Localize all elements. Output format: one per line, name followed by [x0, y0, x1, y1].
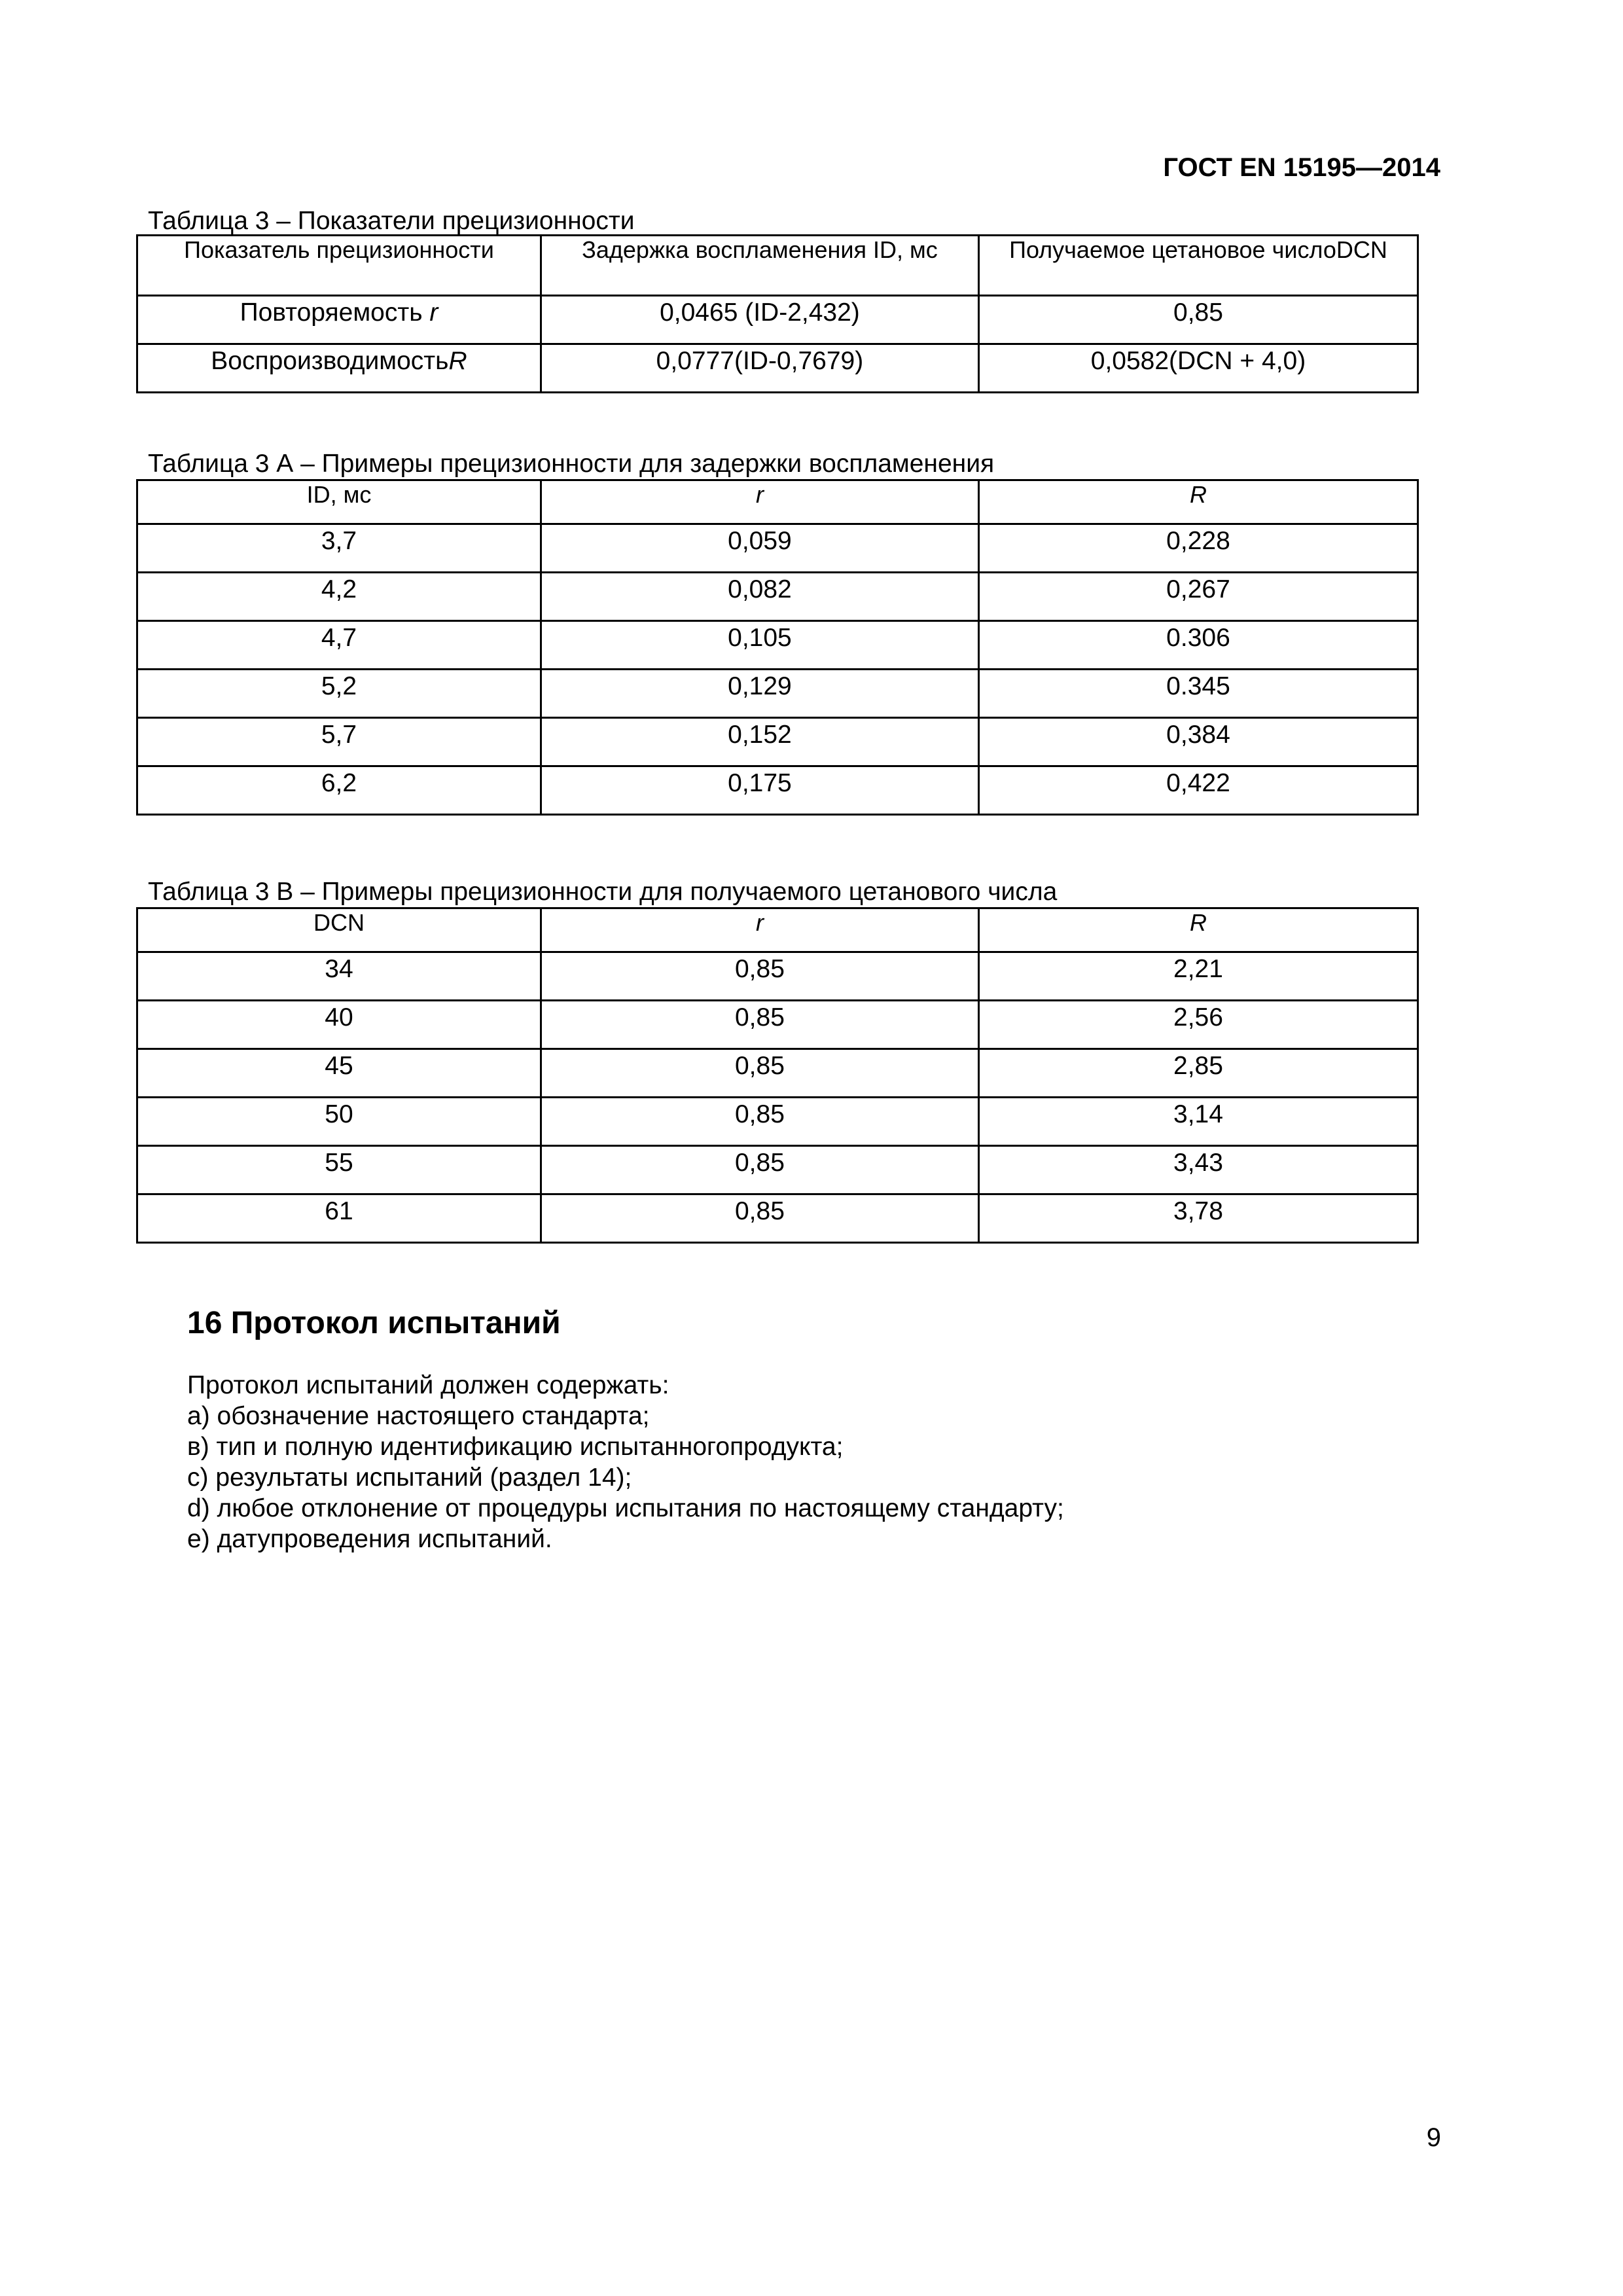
table-row [137, 718, 1418, 766]
table-cell: 3,7 [137, 524, 541, 573]
table-cell: 3,78 [978, 1194, 1418, 1243]
table-row [137, 1049, 1418, 1098]
table-row [137, 1098, 1418, 1146]
table-cell: 4,7 [137, 621, 541, 670]
table-cell: 0,422 [978, 766, 1418, 815]
table-cell: 0.345 [978, 670, 1418, 718]
table-cell [137, 344, 541, 393]
column-header: Получаемое цетановое числоDCN [978, 236, 1418, 296]
table-row [137, 621, 1418, 670]
table-cell: 5,7 [137, 718, 541, 766]
table-row [137, 1146, 1418, 1194]
table-cell: 0,85 [541, 1194, 978, 1243]
table-header-row [137, 236, 1418, 296]
table-cell: 0.306 [978, 621, 1418, 670]
column-header: R [978, 908, 1418, 952]
table-cell: 3,43 [978, 1146, 1418, 1194]
table-cell: 34 [137, 952, 541, 1001]
row-symbol: r [429, 298, 438, 327]
document-code: ГОСТ EN 15195—2014 [1163, 153, 1440, 182]
column-header: r [541, 908, 978, 952]
table-cell: 0,384 [978, 718, 1418, 766]
list-item: в) тип и полную идентификацию испытанногопродукта; [187, 1433, 844, 1461]
table3a-ignition-delay-examples [136, 479, 1419, 816]
table-cell: 0,85 [978, 296, 1418, 344]
table-cell: 0,059 [541, 524, 978, 573]
table-cell: 5,2 [137, 670, 541, 718]
table-cell: 2,56 [978, 1001, 1418, 1049]
table-row [137, 524, 1418, 573]
page-number: 9 [1426, 2123, 1441, 2152]
column-header: DCN [137, 908, 541, 952]
column-header: Задержка воспламенения ID, мс [541, 236, 978, 296]
table-cell: 50 [137, 1098, 541, 1146]
section-16-body [187, 1370, 1064, 1554]
list-item: с) результаты испытаний (раздел 14); [187, 1463, 632, 1492]
table-cell: 2,85 [978, 1049, 1418, 1098]
table-row [137, 296, 1418, 344]
table-cell: 0,152 [541, 718, 978, 766]
table-cell: 0,85 [541, 952, 978, 1001]
table3a-caption: Таблица 3 А – Примеры прецизионности для задержки воспламенения [148, 450, 995, 478]
row-symbol: R [448, 347, 467, 375]
section-16-intro: Протокол испытаний должен содержать: [187, 1371, 669, 1399]
table-cell: 0,267 [978, 573, 1418, 621]
table-cell: 40 [137, 1001, 541, 1049]
table-cell [137, 296, 541, 344]
list-item: е) датупроведения испытаний. [187, 1525, 552, 1553]
table-row [137, 1194, 1418, 1243]
table-cell: 0,0777(ID-0,7679) [541, 344, 978, 393]
table-cell: 55 [137, 1146, 541, 1194]
table-row [137, 670, 1418, 718]
table-cell: 61 [137, 1194, 541, 1243]
column-header: ID, мс [137, 480, 541, 524]
table-row [137, 344, 1418, 393]
table-cell: 0,228 [978, 524, 1418, 573]
table-cell: 0,85 [541, 1146, 978, 1194]
table-header-row [137, 480, 1418, 524]
row-label: Воспроизводимость [211, 347, 449, 375]
table-cell: 4,2 [137, 573, 541, 621]
table3-precision-indicators [136, 234, 1419, 393]
table-cell: 6,2 [137, 766, 541, 815]
table-cell: 0,175 [541, 766, 978, 815]
column-header: Показатель прецизионности [137, 236, 541, 296]
table-cell: 0,105 [541, 621, 978, 670]
table-cell: 0,85 [541, 1001, 978, 1049]
table-cell: 0,0465 (ID-2,432) [541, 296, 978, 344]
table-cell: 2,21 [978, 952, 1418, 1001]
table3-caption: Таблица 3 – Показатели прецизионности [148, 207, 635, 235]
table3b-cetane-number-examples [136, 907, 1419, 1244]
table-row [137, 952, 1418, 1001]
table-cell: 0,0582(DCN + 4,0) [978, 344, 1418, 393]
list-item: d) любое отклонение от процедуры испытания по настоящему стандарту; [187, 1494, 1064, 1522]
table-cell: 0,129 [541, 670, 978, 718]
column-header: R [978, 480, 1418, 524]
column-header: r [541, 480, 978, 524]
table-header-row [137, 908, 1418, 952]
table-row [137, 766, 1418, 815]
section-16-title: 16 Протокол испытаний [187, 1306, 561, 1340]
row-label: Повторяемость [240, 298, 430, 327]
table-cell: 45 [137, 1049, 541, 1098]
table-cell: 3,14 [978, 1098, 1418, 1146]
table-row [137, 1001, 1418, 1049]
table-cell: 0,85 [541, 1049, 978, 1098]
list-item: а) обозначение настоящего стандарта; [187, 1402, 650, 1430]
table3b-caption: Таблица 3 В – Примеры прецизионности для получаемого цетанового числа [148, 878, 1058, 906]
table-cell: 0,85 [541, 1098, 978, 1146]
table-row [137, 573, 1418, 621]
table-cell: 0,082 [541, 573, 978, 621]
